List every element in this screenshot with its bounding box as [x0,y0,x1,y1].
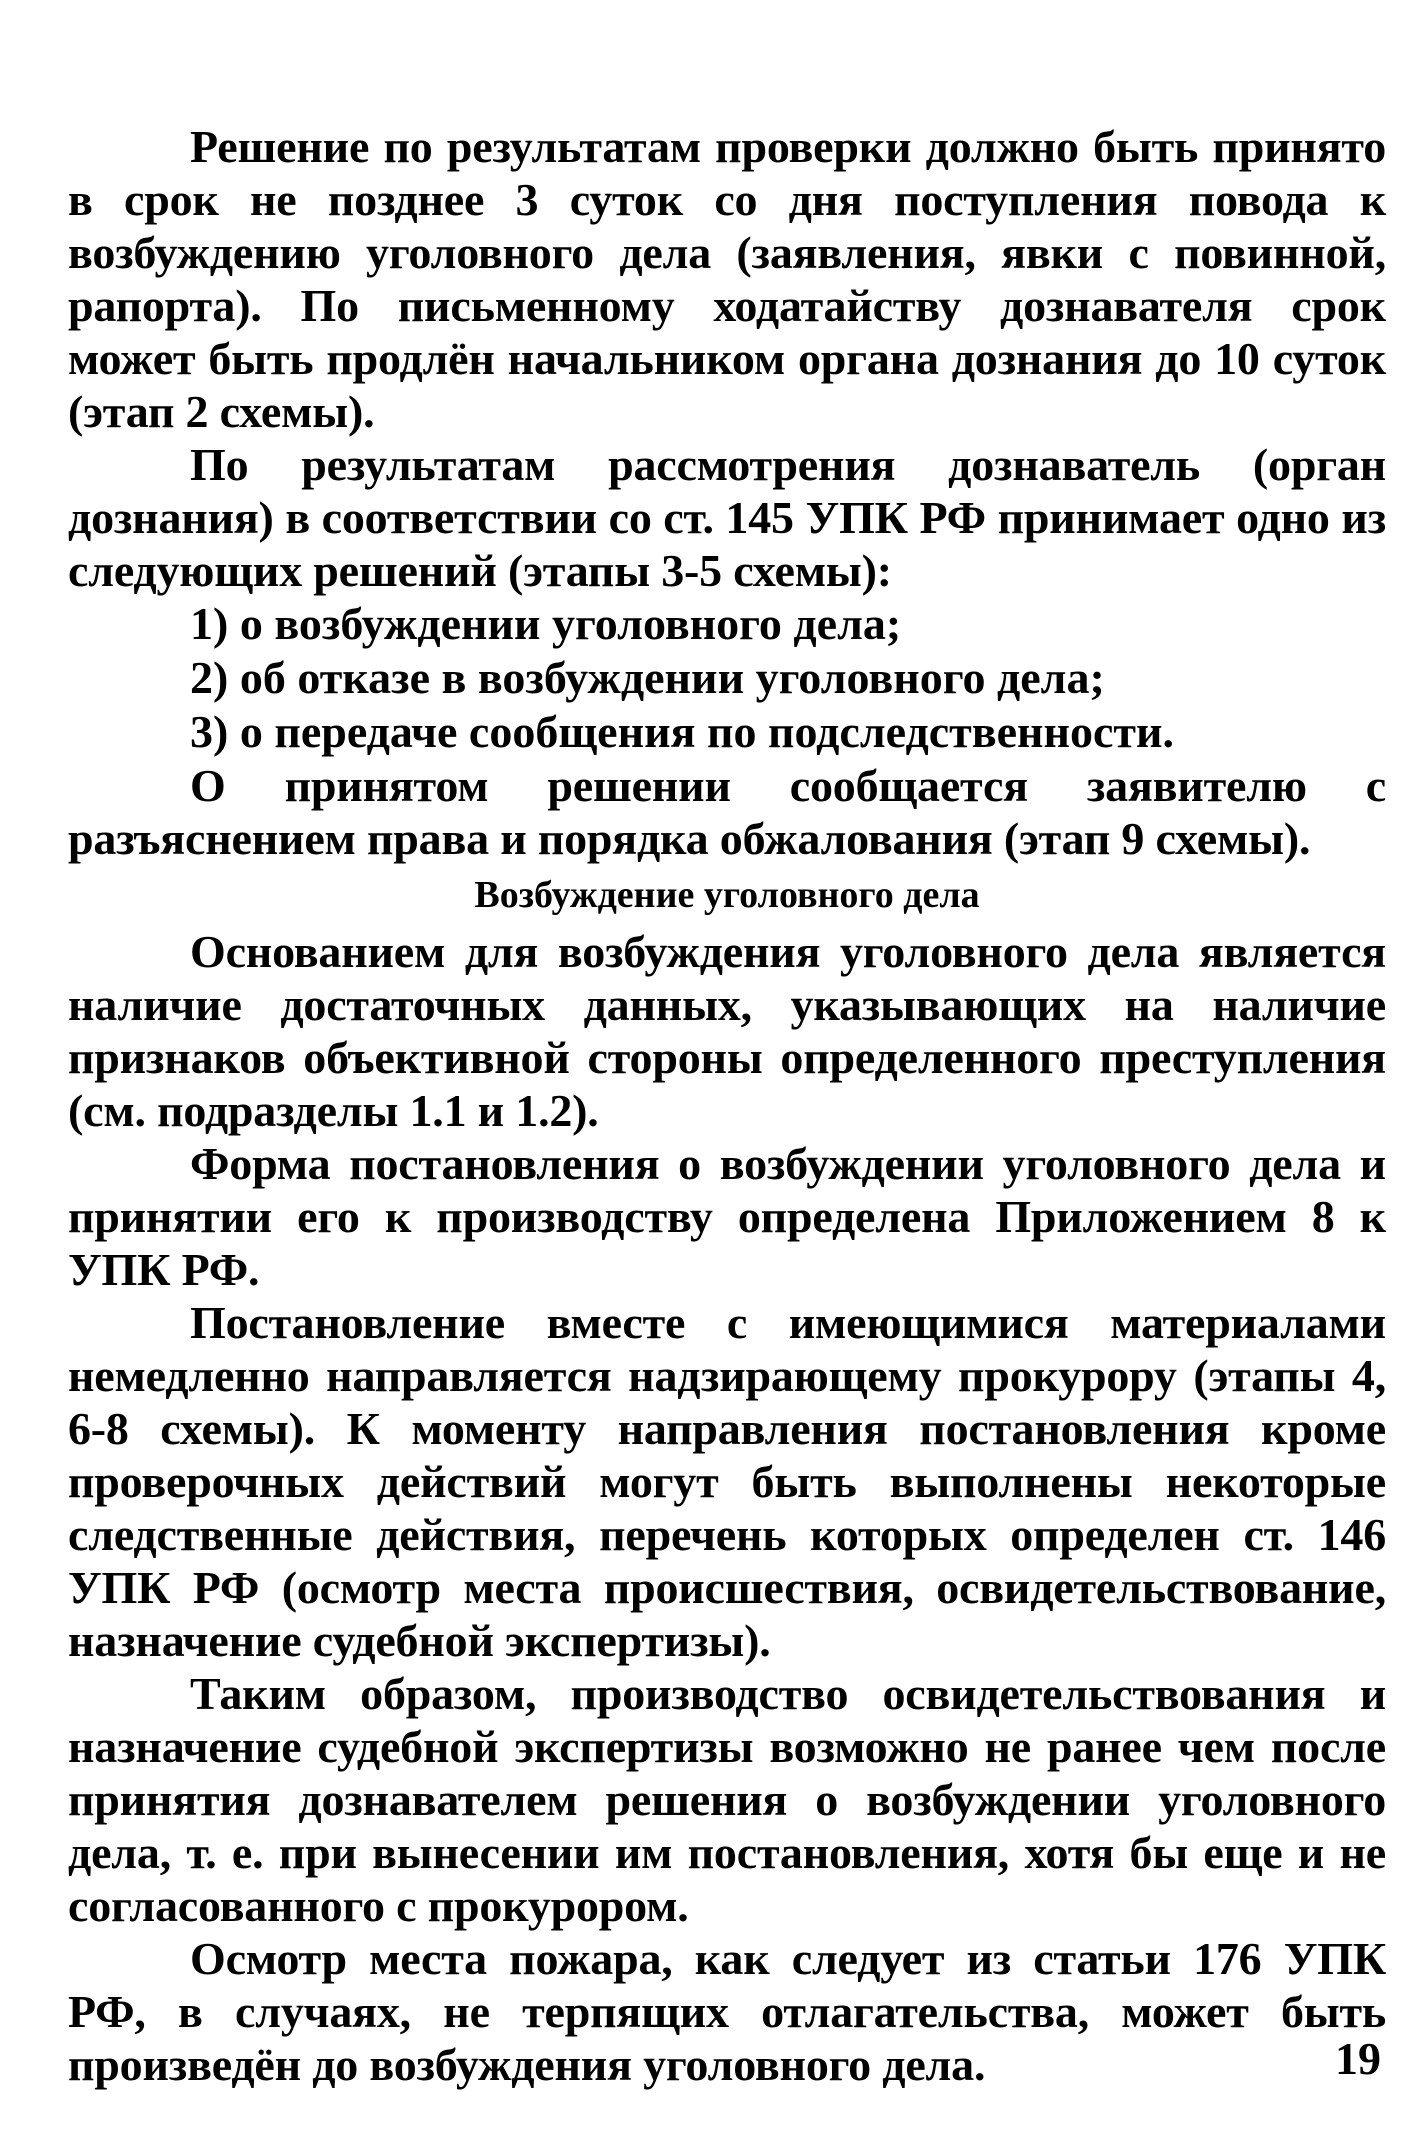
page-body [68,120,1386,2091]
paragraph-decision-options: По результатам рассмотрения дознаватель (орган дознания) в соответствии со ст. 145 УПК РФ принимает одно из следующих решений (этапы 3-5 схемы): [68,439,1386,596]
section-heading: Возбуждение уголовного дела [474,874,980,916]
paragraph-fire-inspection: Осмотр места пожара, как следует из статьи 176 УПК РФ, в случаях, не терпящих отлагательства, может быть произведён до возбуждения уголовного дела. [68,1933,1386,2090]
decision-list [68,597,1386,759]
paragraph-grounds: Основанием для возбуждения уголовного дела является наличие достаточных данных, указывающих на наличие признаков объективной стороны определенного преступления (см. подразделы 1.1 и 1.2). [68,926,1386,1136]
paragraph-resolution-form: Форма постановления о возбуждении уголовного дела и принятии его к производству определена Приложением 8 к УПК РФ. [68,1138,1386,1295]
paragraph-decision-deadline: Решение по результатам проверки должно быть принято в срок не позднее 3 суток со дня поступления повода к возбуждению уголовного дела (заявления, явки с повинной, рапорта). По письменному ходатайству дознавателя срок может быть продлён начальником органа дознания до 10 суток (этап 2 схемы). [68,121,1386,437]
page-number: 19 [1335,2033,1381,2084]
list-item: 2) об отказе в возбуждении уголовного дела; [190,652,1105,703]
paragraph-examination: Таким образом, производство освидетельствования и назначение судебной экспертизы возможно не ранее чем после принятия дознавателем решения о возбуждении уголовного дела, т. е. при вынесении им постановления, хотя бы еще и не согласованного с прокурором. [68,1668,1386,1931]
list-item: 1) о возбуждении уголовного дела; [190,598,902,649]
list-item: 3) о передаче сообщения по подследственности. [190,706,1175,757]
paragraph-prosecutor: Постановление вместе с имеющимися материалами немедленно направляется надзирающему прокурору (этапы 4, 6-8 схемы). К моменту направления постановления кроме проверочных действий могут быть выполнены некоторые следственные действия, перечень которых определен ст. 146 УПК РФ (осмотр места происшествия, освидетельствование, назначение судебной экспертизы). [68,1297,1386,1666]
paragraph-notification: О принятом решении сообщается заявителю с разъяснением права и порядка обжалования (этап 9 схемы). [68,760,1386,864]
